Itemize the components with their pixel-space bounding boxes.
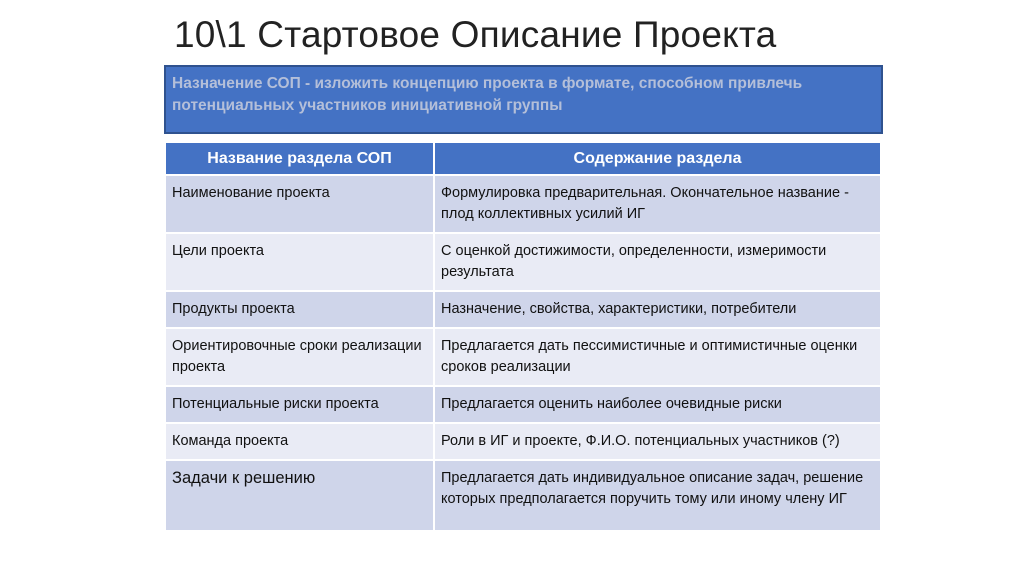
table-row — [166, 460, 880, 530]
section-content: Предлагается оценить наиболее очевидные риски — [434, 386, 880, 423]
sop-table — [166, 143, 880, 530]
header-section-name: Название раздела СОП — [166, 143, 434, 175]
section-name: Продукты проекта — [166, 291, 434, 328]
table-header-row — [166, 143, 880, 175]
section-name: Потенциальные риски проекта — [166, 386, 434, 423]
section-content: Предлагается дать пессимистичные и оптимистичные оценки сроков реализации — [434, 328, 880, 386]
table-row — [166, 386, 880, 423]
section-content: Назначение, свойства, характеристики, потребители — [434, 291, 880, 328]
section-content: Предлагается дать индивидуальное описание задач, решение которых предполагается поручить тому или иному члену ИГ — [434, 460, 880, 530]
table-row — [166, 291, 880, 328]
table-row — [166, 328, 880, 386]
section-name: Команда проекта — [166, 423, 434, 460]
slide-title: 10\1 Стартовое Описание Проекта — [174, 14, 777, 55]
purpose-banner: Назначение СОП - изложить концепцию проекта в формате, способном привлечь потенциальных участников инициативной группы — [164, 65, 883, 134]
table-row — [166, 423, 880, 460]
section-name: Цели проекта — [166, 233, 434, 291]
section-content: С оценкой достижимости, определенности, измеримости результата — [434, 233, 880, 291]
header-section-content: Содержание раздела — [434, 143, 880, 175]
table-row — [166, 175, 880, 233]
table-row — [166, 233, 880, 291]
section-name: Наименование проекта — [166, 175, 434, 233]
section-name: Ориентировочные сроки реализации проекта — [166, 328, 434, 386]
section-content: Роли в ИГ и проекте, Ф.И.О. потенциальных участников (?) — [434, 423, 880, 460]
section-content: Формулировка предварительная. Окончательное название - плод коллективных усилий ИГ — [434, 175, 880, 233]
section-name: Задачи к решению — [166, 460, 434, 530]
